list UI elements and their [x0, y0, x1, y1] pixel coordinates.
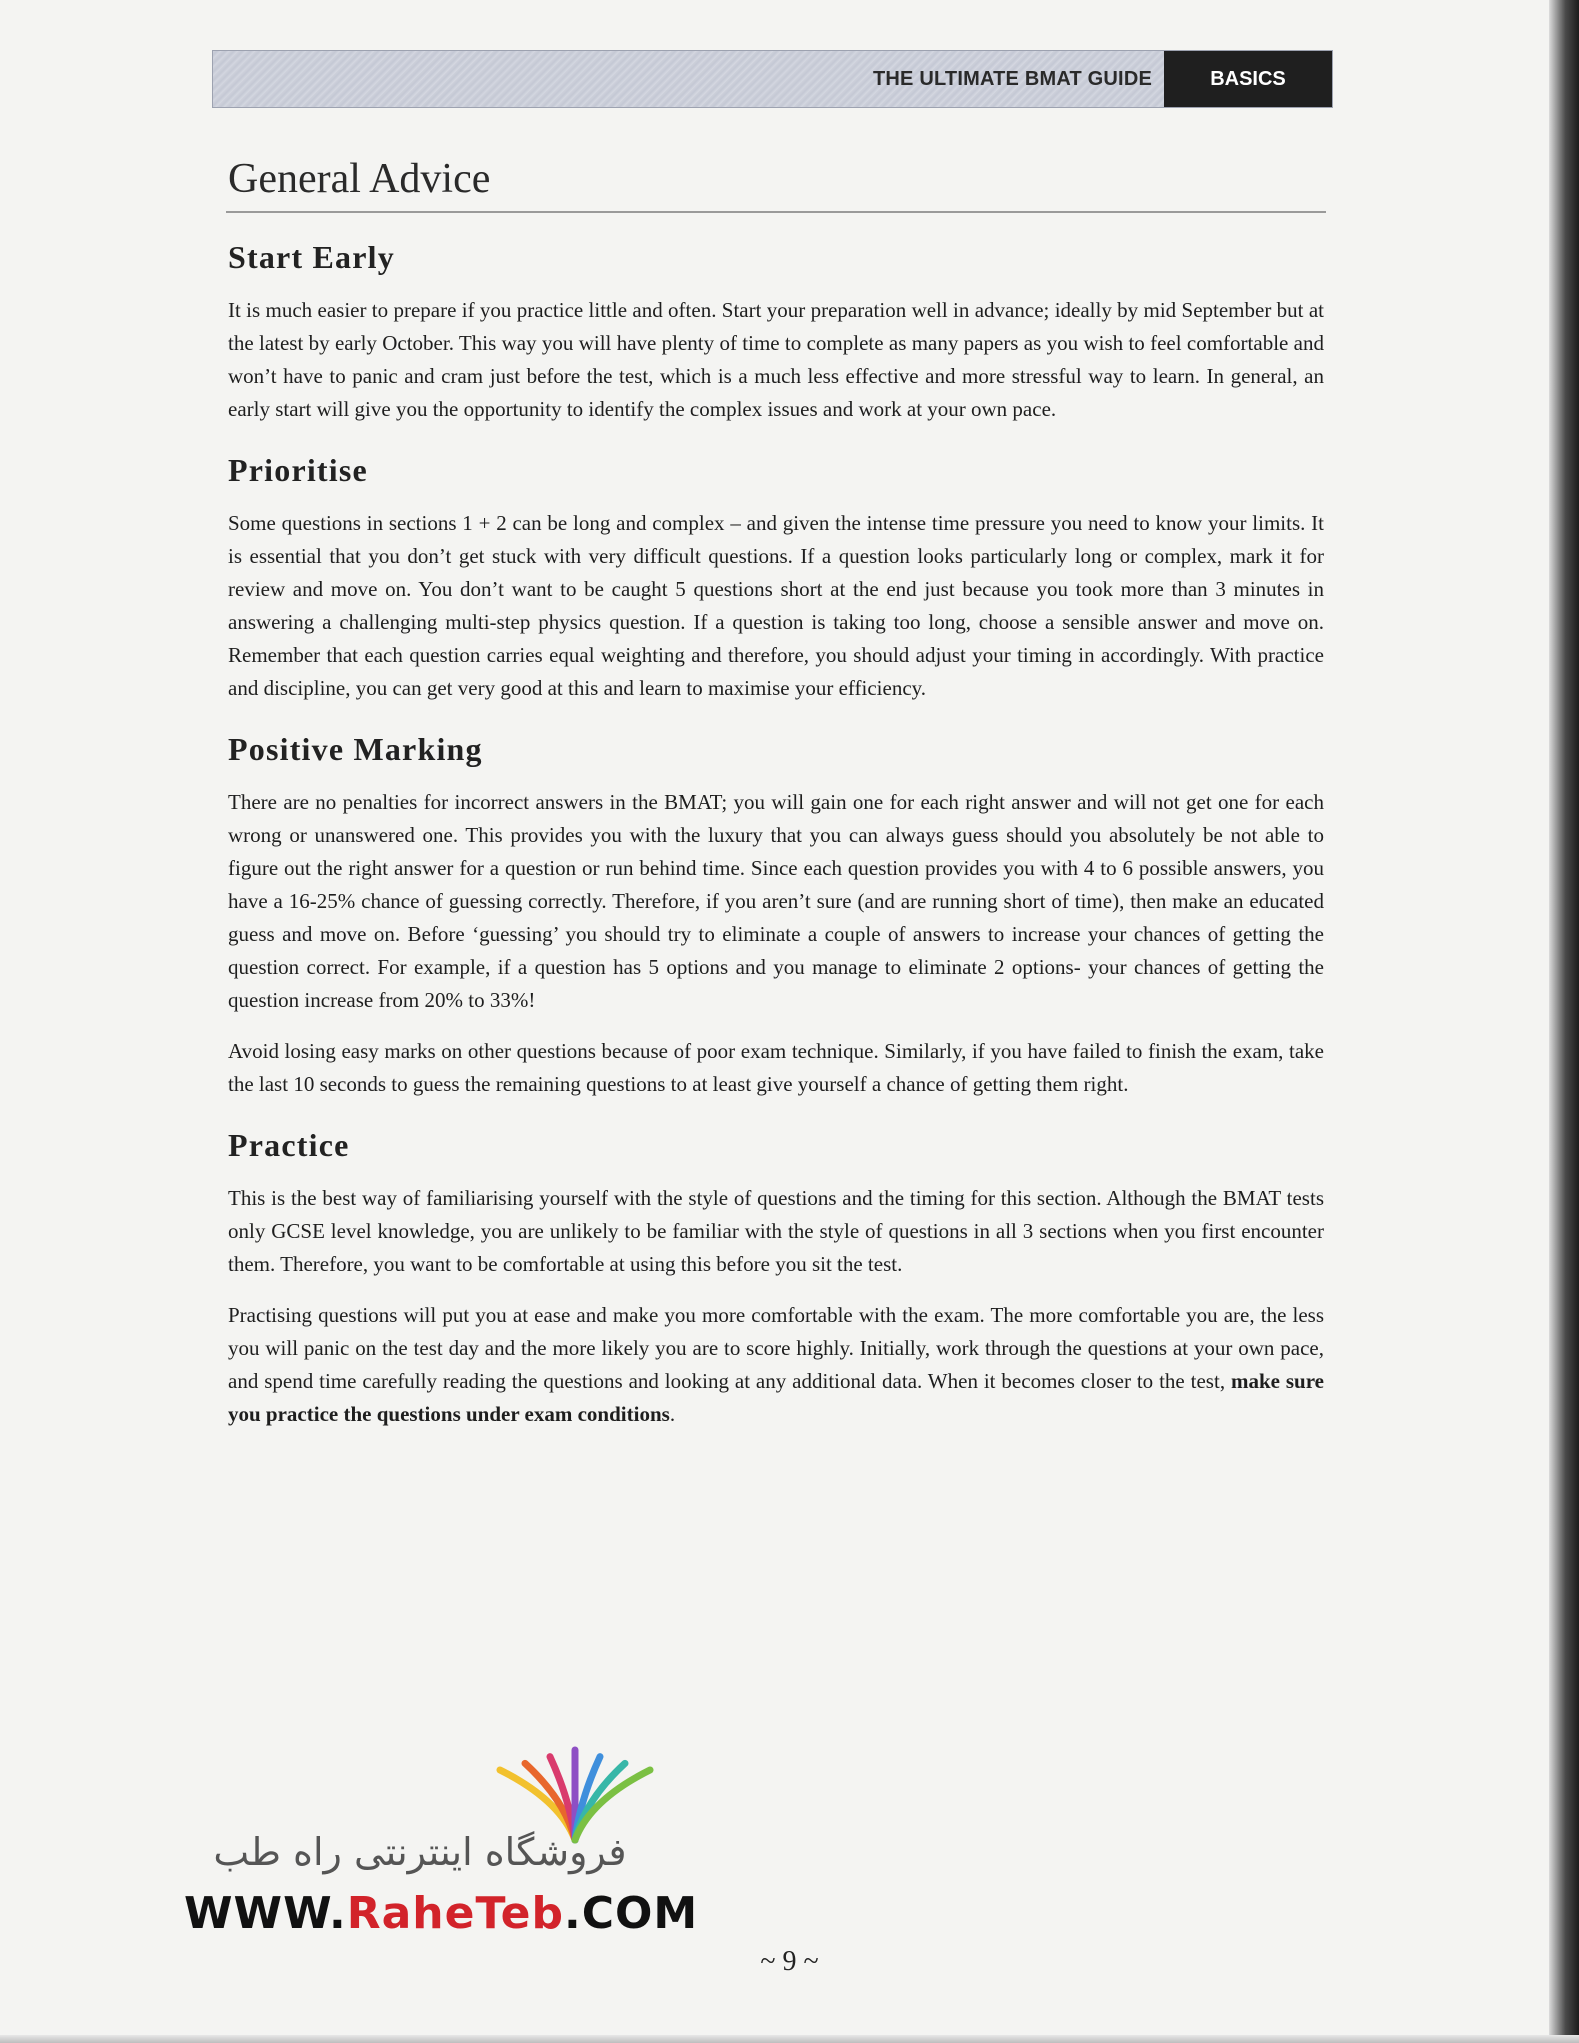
heading-practice: Practice	[228, 1127, 350, 1163]
page-title: General Advice	[226, 155, 1326, 213]
page-bottom-edge	[0, 2035, 1579, 2043]
header-section-tab: BASICS	[1164, 51, 1332, 107]
watermark-url	[184, 1888, 698, 1939]
paragraph-practice-1: This is the best way of familiarising yourself with the style of questions and the timing for this section. Although the BMAT tests only GCSE level knowledge, you are unlikely to be familiar with the style of questions in all 3 sections when you first encounter them. Therefore, you want to be comfortable at using this before you sit the test.	[228, 1186, 1324, 1276]
paragraph-practice-2-bold: make sure you practice the questions under exam conditions	[228, 1369, 1324, 1426]
watermark-persian-text: فروشگاه اینترنتی راه طب	[213, 1830, 627, 1874]
heading-start-early: Start Early	[228, 239, 395, 275]
heading-prioritise: Prioritise	[228, 452, 368, 488]
page-content	[226, 155, 1326, 1449]
watermark-url-suffix: .COM	[563, 1888, 699, 1939]
header-book-title: THE ULTIMATE BMAT GUIDE	[872, 68, 1152, 90]
paragraph-start-early: It is much easier to prepare if you practice little and often. Start your preparation well in advance; ideally by mid September but at the latest by early October. This way you will have plenty of time to complete as many papers as you wish to feel comfortable and won’t have to panic and cram just before the test, which is a much less effective and more stressful way to learn. In general, an early start will give you the opportunity to identify the complex issues and work at your own pace.	[228, 298, 1324, 421]
paragraph-practice-2	[228, 1299, 1324, 1431]
watermark-url-brand: RaheTeb	[346, 1888, 564, 1939]
paragraph-practice-2-text: Practising questions will put you at ease and make you more comfortable with the exam. The more comfortable you are, the less you will panic on the test day and the more likely you are to score highly. Initially, work through the questions at your own pace, and spend time carefully reading the questions and looking at any additional data. When it becomes closer to the test,	[228, 1303, 1324, 1393]
watermark-url-prefix: WWW.	[184, 1888, 347, 1939]
page-binding-edge	[1549, 0, 1579, 2043]
paragraph-prioritise: Some questions in sections 1 + 2 can be long and complex – and given the intense time pressure you need to know your limits. It is essential that you don’t get stuck with very difficult questions. If a question looks particularly long or complex, mark it for review and move on. You don’t want to be caught 5 questions short at the end just because you took more than 3 minutes in answering a challenging multi-step physics question. If a question is taking too long, choose a sensible answer and move on. Remember that each question carries equal weighting and therefore, you should adjust your timing in accordingly. With practice and discipline, you can get very good at this and learn to maximise your efficiency.	[228, 511, 1324, 700]
heading-positive-marking: Positive Marking	[228, 731, 483, 767]
watermark-logo	[170, 1740, 699, 1940]
paragraph-practice-2-end: .	[669, 1402, 676, 1426]
page-number: ~ 9 ~	[760, 1946, 819, 1977]
paragraph-positive-marking-2: Avoid losing easy marks on other questions because of poor exam technique. Similarly, if you have failed to finish the exam, take the last 10 seconds to guess the remaining questions to at least give yourself a chance of getting them right.	[228, 1039, 1324, 1096]
paragraph-positive-marking-1: There are no penalties for incorrect answers in the BMAT; you will gain one for each right answer and will not get one for each wrong or unanswered one. This provides you with the luxury that you can always guess should you absolutely be not able to figure out the right answer for a question or run behind time. Since each question provides you with 4 to 6 possible answers, you have a 16-25% chance of guessing correctly. Therefore, if you aren’t sure (and are running short of time), then make an educated guess and move on. Before ‘guessing’ you should try to eliminate a couple of answers to increase your chances of getting the question correct. For example, if a question has 5 options and you manage to eliminate 2 options- your chances of getting the question increase from 20% to 33%!	[228, 790, 1324, 1012]
running-header	[212, 50, 1333, 108]
